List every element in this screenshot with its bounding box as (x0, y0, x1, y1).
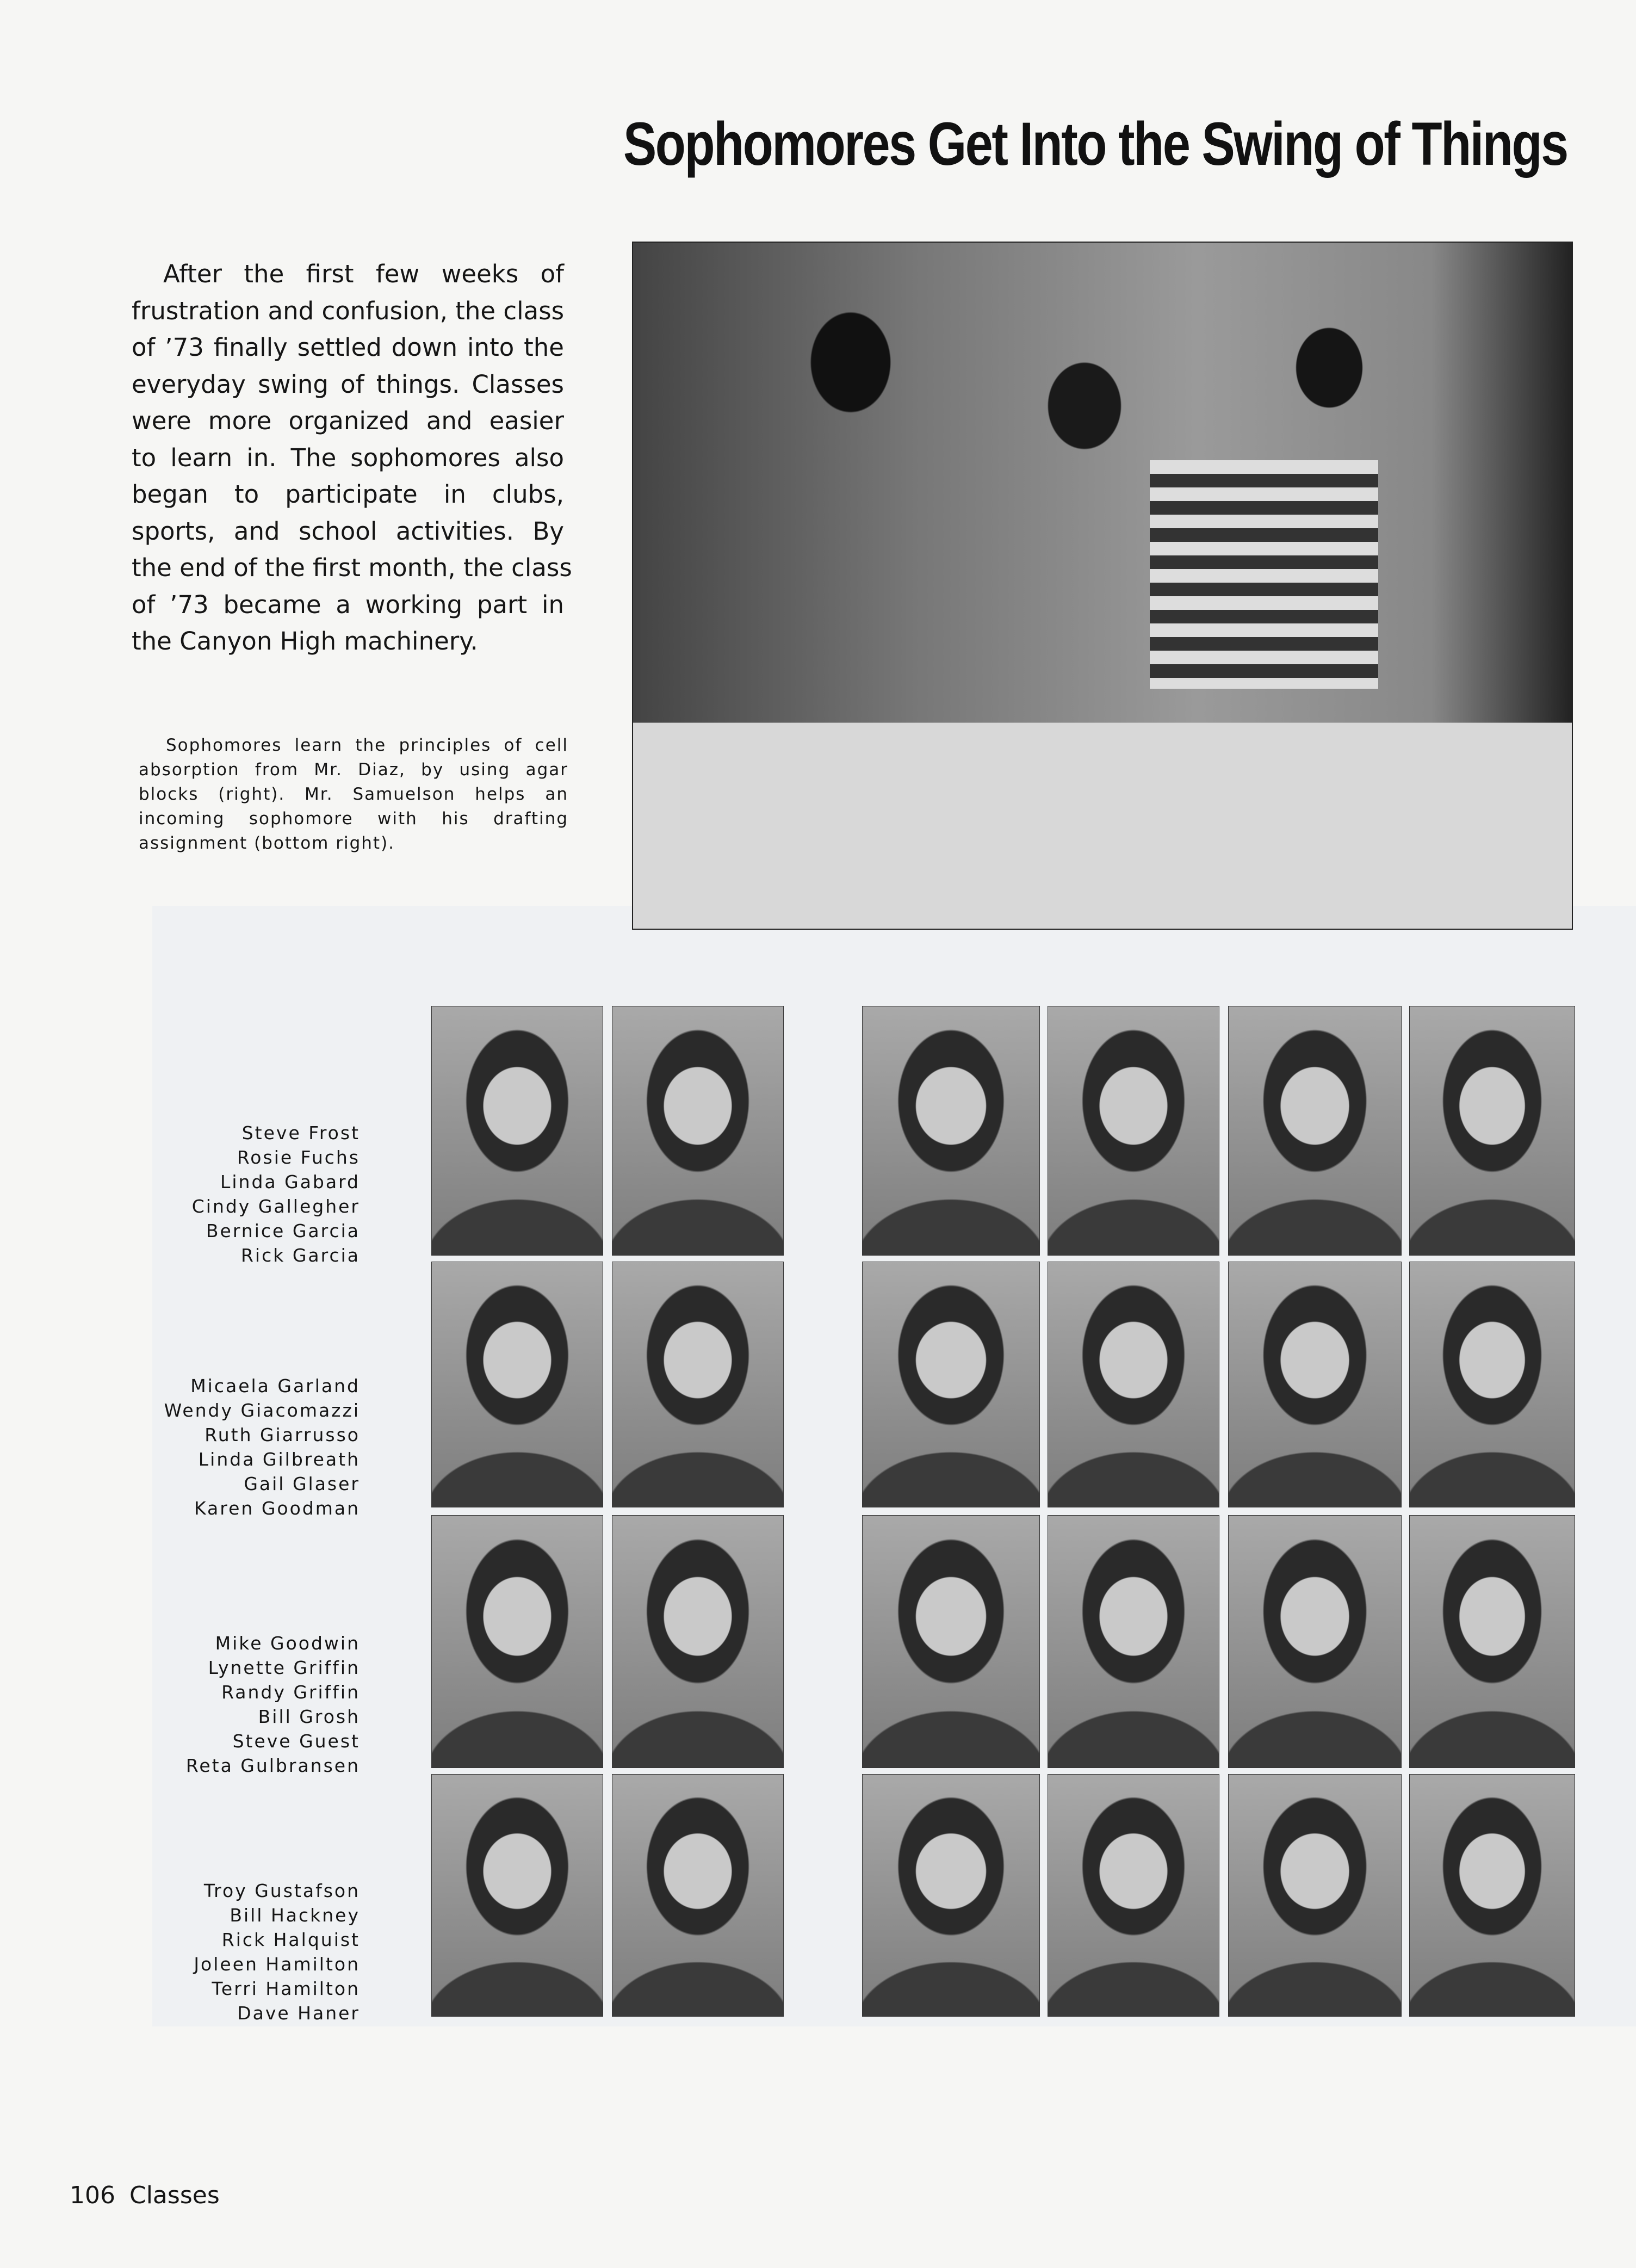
student-name: Randy Griffin (221, 1682, 360, 1703)
portrait-photo (1048, 1006, 1219, 1256)
student-name: Rosie Fuchs (237, 1147, 360, 1168)
portrait-photo (612, 1774, 784, 2017)
portrait-photo (1228, 1006, 1402, 1256)
text-line: frustration and confusion, the class (132, 296, 565, 325)
portrait-photo (862, 1006, 1040, 1256)
portrait-photo (1409, 1774, 1575, 2017)
student-name: Troy Gustafson (203, 1880, 360, 1901)
portrait-photo (431, 1774, 603, 2017)
student-name: Wendy Giacomazzi (164, 1400, 360, 1421)
student-name: Dave Haner (237, 2003, 360, 2024)
name-list (192, 1121, 360, 1268)
section-name: Classes (129, 2182, 220, 2209)
text-line: the end of the first month, the class (132, 553, 572, 582)
text-line: were more organized and easier (132, 406, 564, 435)
student-name: Lynette Griffin (208, 1657, 360, 1678)
classroom-photo (632, 242, 1573, 930)
text-line: sports, and school activities. By (132, 516, 564, 546)
portrait-photo (431, 1006, 603, 1256)
student-name: Steve Guest (232, 1731, 360, 1752)
portrait-photo (612, 1515, 784, 1768)
portrait-photo (1228, 1515, 1402, 1768)
portrait-photo (1228, 1774, 1402, 2017)
student-name: Terri Hamilton (212, 1978, 360, 1999)
student-name: Linda Gilbreath (198, 1449, 360, 1470)
text-line: absorption from Mr. Diaz, by using agar (139, 760, 568, 780)
portrait-photo (1228, 1262, 1402, 1507)
student-name: Ruth Giarrusso (205, 1424, 360, 1445)
portrait-photo (1048, 1515, 1219, 1768)
portrait-photo (612, 1262, 784, 1507)
portrait-photo (862, 1515, 1040, 1768)
text-line: to learn in. The sophomores also (132, 443, 564, 472)
portrait-photo (862, 1774, 1040, 2017)
portrait-photo (1409, 1006, 1575, 1256)
student-name: Rick Halquist (221, 1929, 360, 1950)
student-name: Karen Goodman (194, 1498, 360, 1519)
name-list (194, 1878, 360, 2025)
student-name: Micaela Garland (190, 1375, 360, 1396)
student-name: Bill Grosh (258, 1706, 360, 1727)
text-line: the Canyon High machinery. (132, 627, 478, 656)
student-name: Steve Frost (241, 1122, 360, 1144)
student-name: Cindy Gallegher (191, 1196, 360, 1217)
page-footer (70, 2182, 234, 2209)
portrait-photo (1048, 1774, 1219, 2017)
text-line: of ’73 became a working part in (132, 590, 564, 619)
name-list (186, 1631, 360, 1778)
student-name: Bill Hackney (230, 1905, 360, 1926)
text-line: Sophomores learn the principles of cell (166, 736, 568, 755)
page-title: Sophomores Get Into the Swing of Things (623, 110, 1567, 178)
text-line: everyday swing of things. Classes (132, 369, 564, 399)
text-line: blocks (right). Mr. Samuelson helps an (139, 784, 568, 804)
text-line: assignment (bottom right). (139, 833, 395, 853)
body-paragraph (132, 256, 572, 660)
student-name: Linda Gabard (220, 1171, 360, 1192)
portrait-photo (1048, 1262, 1219, 1507)
name-list (164, 1374, 360, 1521)
portrait-photo (431, 1515, 603, 1768)
portrait-photo (1409, 1515, 1575, 1768)
student-name: Bernice Garcia (206, 1220, 360, 1241)
text-line: incoming sophomore with his drafting (139, 809, 568, 829)
photo-caption (139, 733, 568, 856)
student-name: Gail Glaser (244, 1473, 360, 1494)
student-name: Rick Garcia (240, 1245, 360, 1266)
page-number: 106 (70, 2182, 115, 2209)
text-line: of ’73 finally settled down into the (132, 333, 564, 362)
student-name: Mike Goodwin (215, 1633, 360, 1654)
portrait-photo (431, 1262, 603, 1507)
portrait-photo (1409, 1262, 1575, 1507)
portrait-photo (862, 1262, 1040, 1507)
portrait-photo (612, 1006, 784, 1256)
text-line: began to participate in clubs, (132, 480, 564, 509)
text-line: After the first few weeks of (163, 259, 564, 288)
student-name: Reta Gulbransen (185, 1755, 360, 1776)
student-name: Joleen Hamilton (194, 1954, 360, 1975)
